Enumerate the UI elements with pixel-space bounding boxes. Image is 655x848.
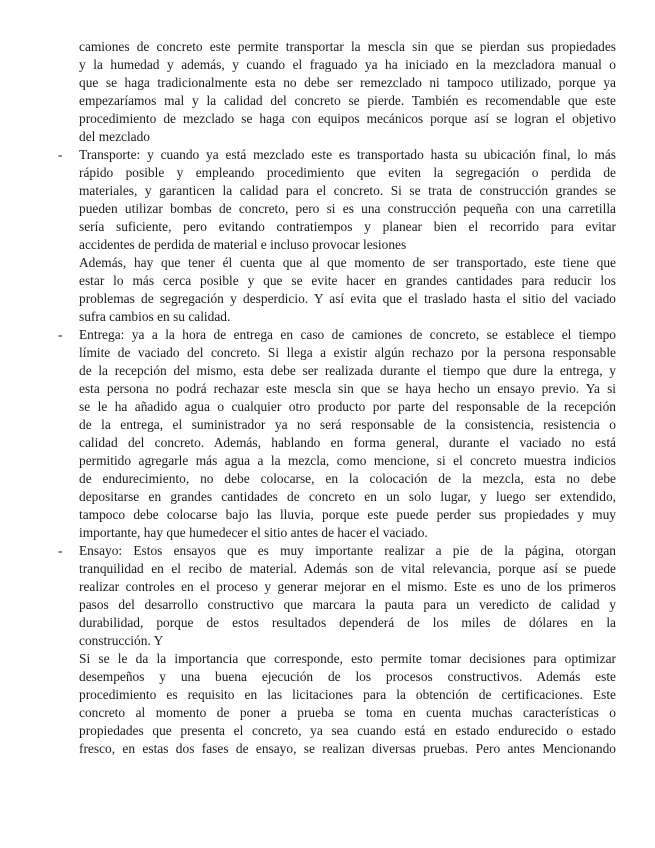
text-line: de la entrega, el suministrador ya no será responsable de la consistencia, resistencia o: [79, 417, 616, 432]
text-line: estar lo más cerca posible y que se evite hacer en grandes cantidades para reducir los: [79, 273, 616, 288]
text-line: esta persona no podrá rechazar este mescla sin que se haya hecho un ensayo previo. Ya si: [79, 381, 616, 396]
bullet-marker: -: [58, 147, 63, 162]
bullet-marker: -: [58, 327, 63, 342]
bullet-marker: -: [58, 543, 63, 558]
text-line: permitido agregarle más agua a la mezcla, como mencione, si el concreto muestra indicios: [79, 453, 616, 468]
text-line: depositarse en grandes cantidades de concreto en un solo lugar, y luego ser extendido,: [79, 489, 616, 504]
text-line: accidentes de perdida de material e incluso provocar lesiones: [79, 237, 407, 252]
text-line: Entrega: ya a la hora de entrega en caso de camiones de concreto, se establece el tiempo: [79, 327, 616, 342]
text-line: procedimiento es requisito en las licitaciones para la obtención de certificaciones. Este: [79, 687, 616, 702]
text-line: sería suficiente, pero evitando contratiempos y planear bien el recorrido para evitar: [79, 219, 616, 234]
text-line: fresco, en estas dos fases de ensayo, se realizan diversas pruebas. Pero antes Mencionando: [79, 741, 616, 756]
text-line: procedimiento de mezclado se haga con equipos mecánicos porque así se logran el objetivo: [79, 111, 616, 126]
text-line: realizar controles en el proceso y generar mejorar en el mismo. Este es uno de los primeros: [79, 579, 616, 594]
text-line: rápido posible y empleando procedimiento que eviten la segregación o perdida de: [79, 165, 616, 180]
text-line: de endurecimiento, no debe colocarse, en la colocación de la mezcla, esta no debe: [79, 471, 616, 486]
text-line: materiales, y garanticen la calidad para el concreto. Si se trata de construcción grandes se: [79, 183, 616, 198]
text-line: y la humedad y además, y cuando el fraguado ya ha iniciado en la mezcladora manual o: [79, 57, 616, 72]
text-line: pueden utilizar bombas de concreto, pero si es una construcción pequeña con una carretilla: [79, 201, 616, 216]
text-line: Transporte: y cuando ya está mezclado este es transportado hasta su ubicación final, lo más: [79, 147, 616, 162]
text-line: propiedades que presenta el concreto, ya sea cuando está en estado endurecido o estado: [79, 723, 616, 738]
text-line: tranquilidad en el recibo de material. Además son de vital relevancia, porque así se puede: [79, 561, 616, 576]
text-line: camiones de concreto este permite transportar la mescla sin que se pierdan sus propiedades: [79, 39, 616, 54]
text-line: tampoco debe colocarse bajo las lluvia, porque este puede perder sus propiedades y muy: [79, 507, 616, 522]
text-line: calidad del concreto. Además, hablando en forma general, durante el vaciado no está: [79, 435, 616, 450]
text-line: Ensayo: Estos ensayos que es muy importante realizar a pie de la página, otorgan: [79, 543, 616, 558]
text-line: Si se le da la importancia que corresponde, esto permite tomar decisiones para optimizar: [79, 651, 616, 666]
text-line: desempeños y una buena ejecución de los procesos constructivos. Además este: [79, 669, 616, 684]
text-line: problemas de segregación y desperdicio. Y así evita que el traslado hasta el sitio del vaciado: [79, 291, 616, 306]
text-line: se le ha añadido agua o cualquier otro producto por parte del responsable de la recepción: [79, 399, 616, 414]
text-line: de la recepción del mismo, esta debe ser realizada durante el tiempo que dure la entrega, y: [79, 363, 616, 378]
text-line: construcción. Y: [79, 633, 164, 648]
text-line: concreto al momento de poner a prueba se toma en cuenta muchas características o: [79, 705, 616, 720]
text-line: que se haga tradicionalmente esta no debe ser remezclado ni tampoco utilizado, porque ya: [79, 75, 616, 90]
text-line: importante, hay que humedecer el sitio antes de hacer el vaciado.: [79, 525, 428, 540]
text-line: del mezclado: [79, 129, 151, 144]
text-line: empezaríamos mal y la calidad del concreto se pierde. También es recomendable que este: [79, 93, 616, 108]
text-line: pasos del desarrollo constructivo que marcara la pauta para un veredicto de calidad y: [79, 597, 616, 612]
text-line: sufra cambios en su calidad.: [79, 309, 231, 324]
text-line: Además, hay que tener él cuenta que al que momento de ser transportado, este tiene que: [79, 255, 616, 270]
text-line: límite de vaciado del concreto. Si llega a existir algún rechazo por la persona responsable: [79, 345, 616, 360]
text-line: durabilidad, porque de estos resultados dependerá de los miles de dólares en la: [79, 615, 616, 630]
